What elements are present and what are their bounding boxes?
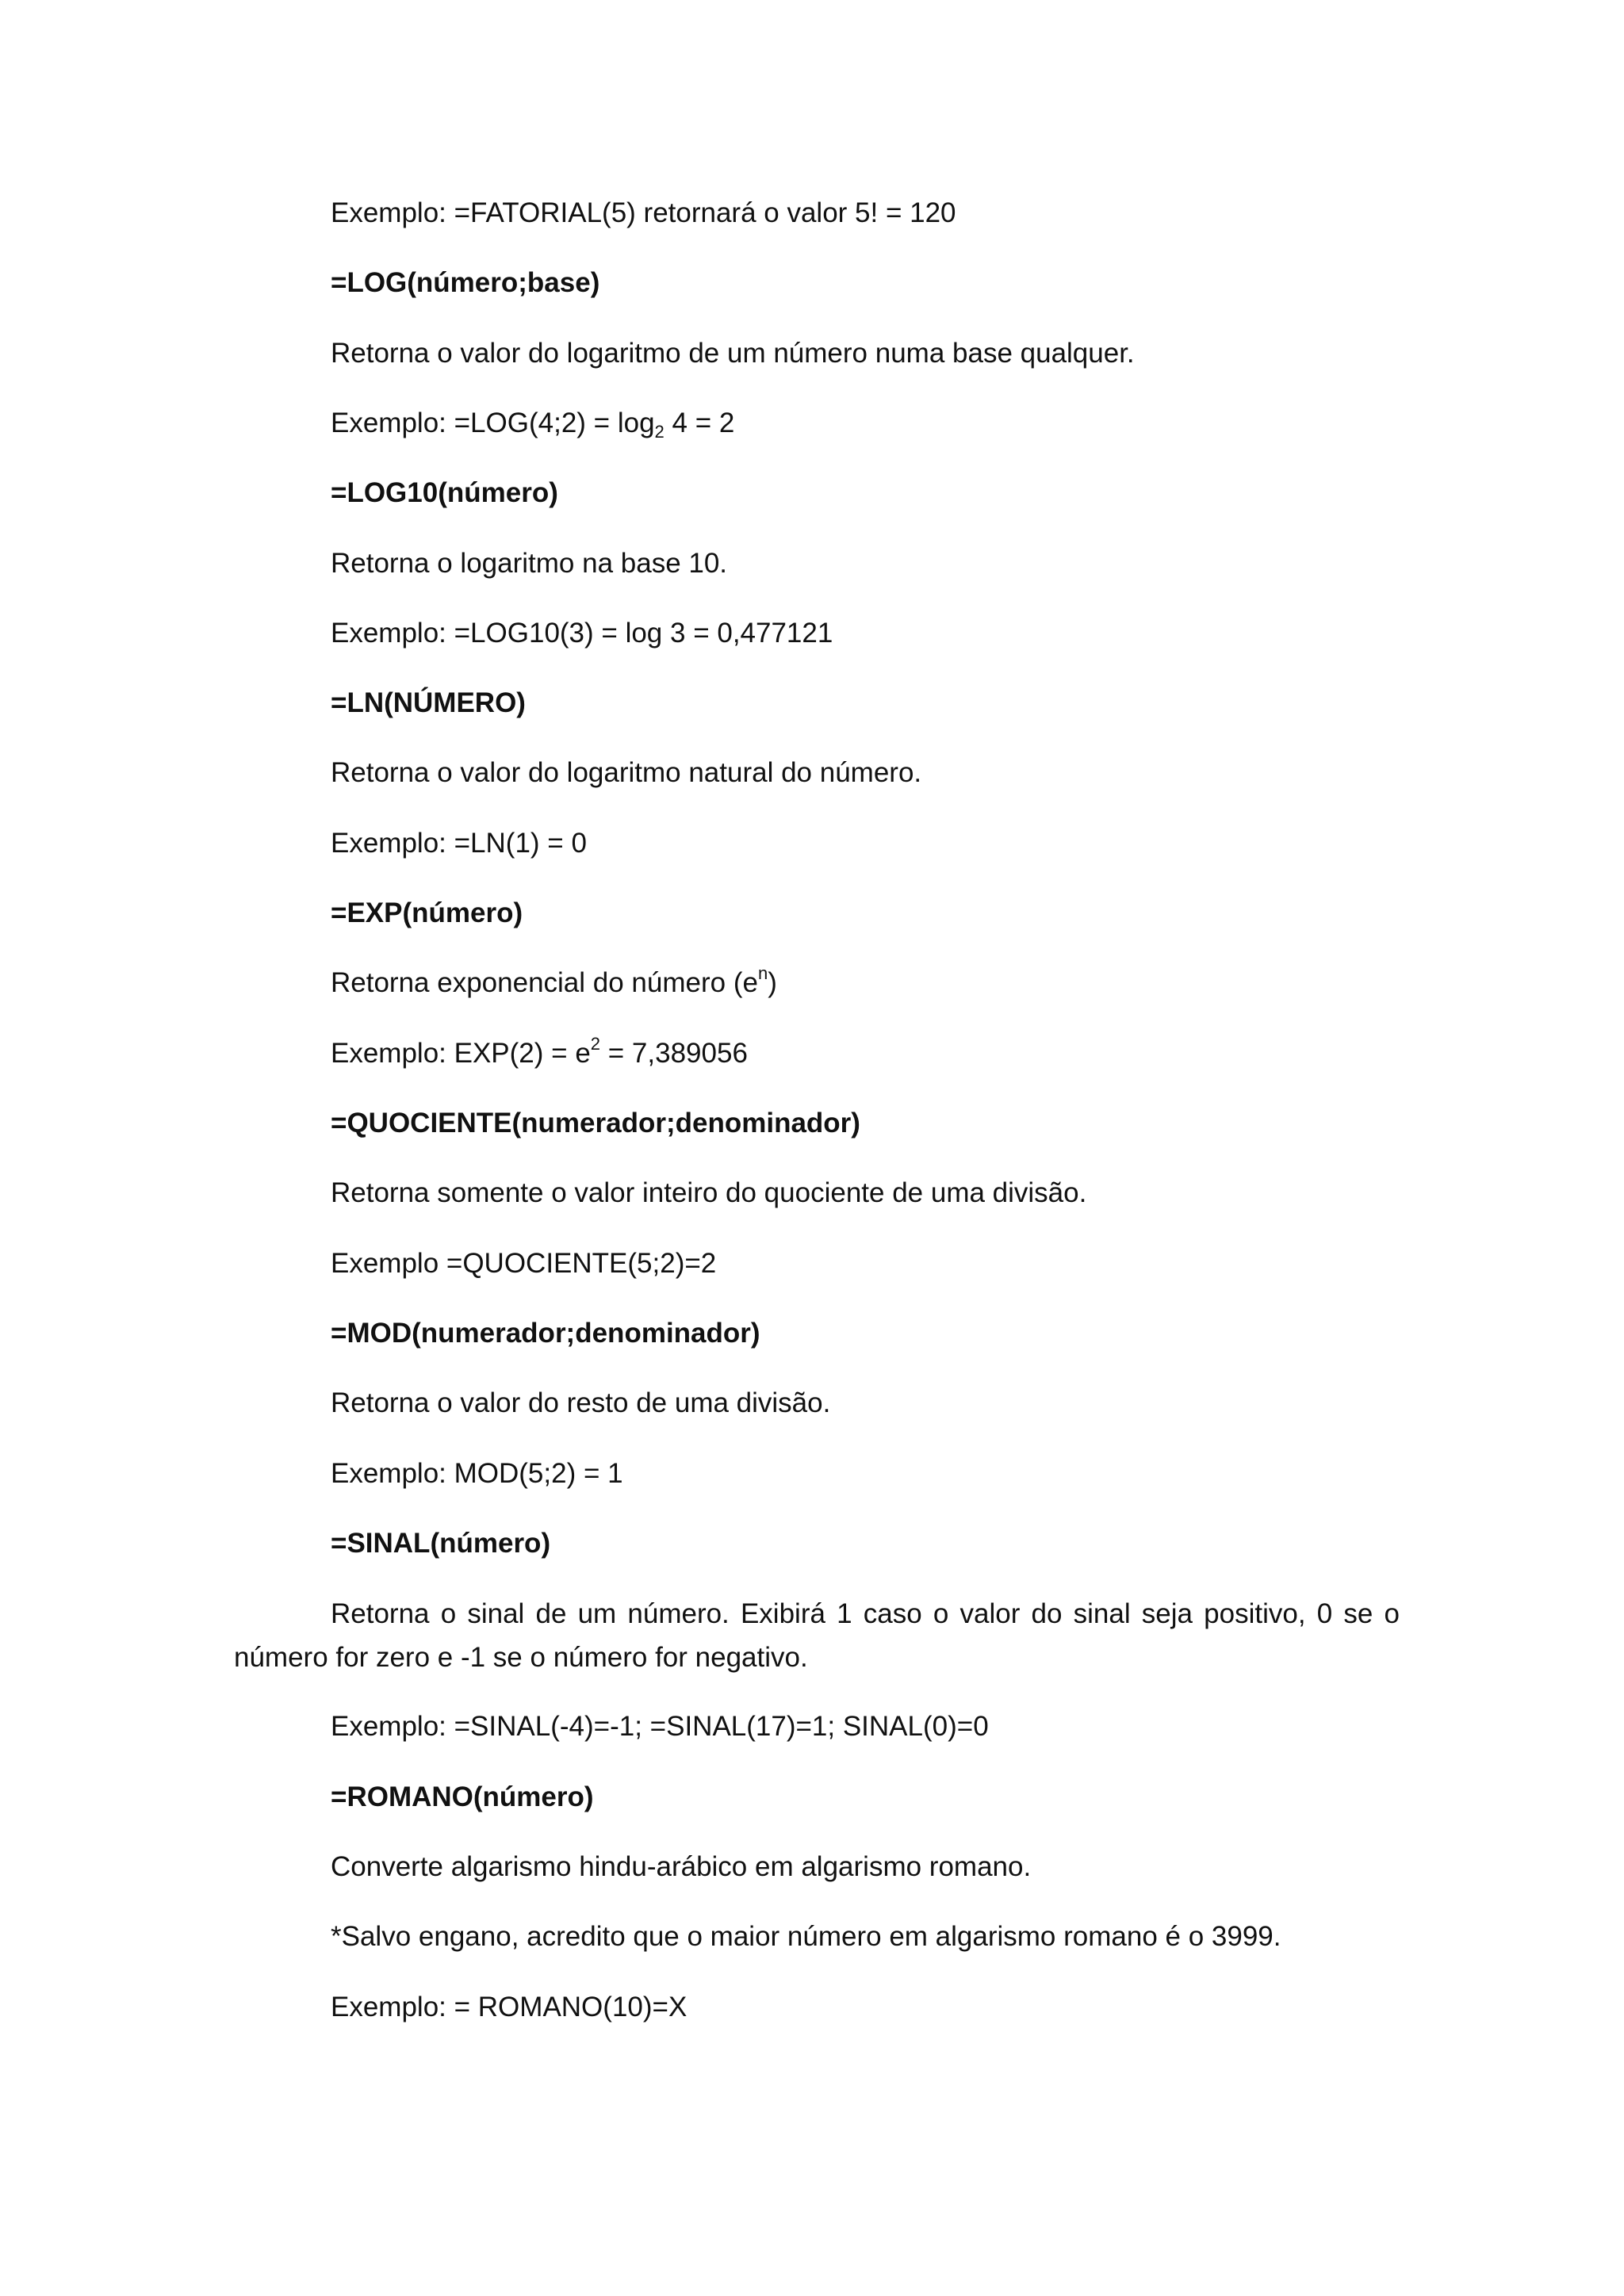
exp-description xyxy=(331,963,777,1001)
log-heading: =LOG(número;base) xyxy=(331,267,600,298)
exp-heading: =EXP(número) xyxy=(331,897,523,928)
ln-description: Retorna o valor do logaritmo natural do número. xyxy=(331,757,922,788)
romano-heading: =ROMANO(número) xyxy=(331,1781,594,1812)
exp-example xyxy=(331,1036,748,1071)
sinal-description: Retorna o sinal de um número. Exibirá 1 caso o valor do sinal seja positivo, 0 se o número for zero e -1 se o número for negativo. xyxy=(234,1598,1400,1673)
mod-example: Exemplo: MOD(5;2) = 1 xyxy=(331,1458,623,1489)
sinal-heading: =SINAL(número) xyxy=(331,1528,551,1559)
exp-description-suffix: ) xyxy=(768,967,777,998)
log-example-prefix: Exemplo: =LOG(4;2) = log xyxy=(331,408,655,438)
exp-example-prefix: Exemplo: EXP(2) = e xyxy=(331,1038,591,1069)
sinal-example: Exemplo: =SINAL(-4)=-1; =SINAL(17)=1; SINAL(0)=0 xyxy=(331,1711,989,1742)
romano-note: *Salvo engano, acredito que o maior número em algarismo romano é o 3999. xyxy=(331,1921,1281,1952)
romano-example: Exemplo: = ROMANO(10)=X xyxy=(331,1992,688,2022)
quociente-example: Exemplo =QUOCIENTE(5;2)=2 xyxy=(331,1248,717,1279)
exp-example-suffix: = 7,389056 xyxy=(600,1038,748,1069)
quociente-heading: =QUOCIENTE(numerador;denominador) xyxy=(331,1108,860,1138)
exp-description-power: n xyxy=(757,963,768,983)
mod-description: Retorna o valor do resto de uma divisão. xyxy=(331,1387,831,1418)
log10-heading: =LOG10(número) xyxy=(331,477,558,508)
log-example-base: 2 xyxy=(654,422,665,442)
fatorial-example: Exemplo: =FATORIAL(5) retornará o valor 5! = 120 xyxy=(331,197,956,228)
ln-example: Exemplo: =LN(1) = 0 xyxy=(331,828,587,859)
exp-example-power: 2 xyxy=(590,1034,601,1054)
exp-description-prefix: Retorna exponencial do número (e xyxy=(331,967,758,998)
log-description: Retorna o valor do logaritmo de um número numa base qualquer. xyxy=(331,338,1135,369)
romano-description: Converte algarismo hindu-arábico em algarismo romano. xyxy=(331,1851,1032,1882)
log-example xyxy=(331,406,734,441)
ln-heading: =LN(NÚMERO) xyxy=(331,687,526,718)
quociente-description: Retorna somente o valor inteiro do quociente de uma divisão. xyxy=(331,1177,1087,1208)
log-example-suffix: 4 = 2 xyxy=(664,408,735,438)
log10-example: Exemplo: =LOG10(3) = log 3 = 0,477121 xyxy=(331,618,833,649)
mod-heading: =MOD(numerador;denominador) xyxy=(331,1318,760,1349)
log10-description: Retorna o logaritmo na base 10. xyxy=(331,548,728,579)
